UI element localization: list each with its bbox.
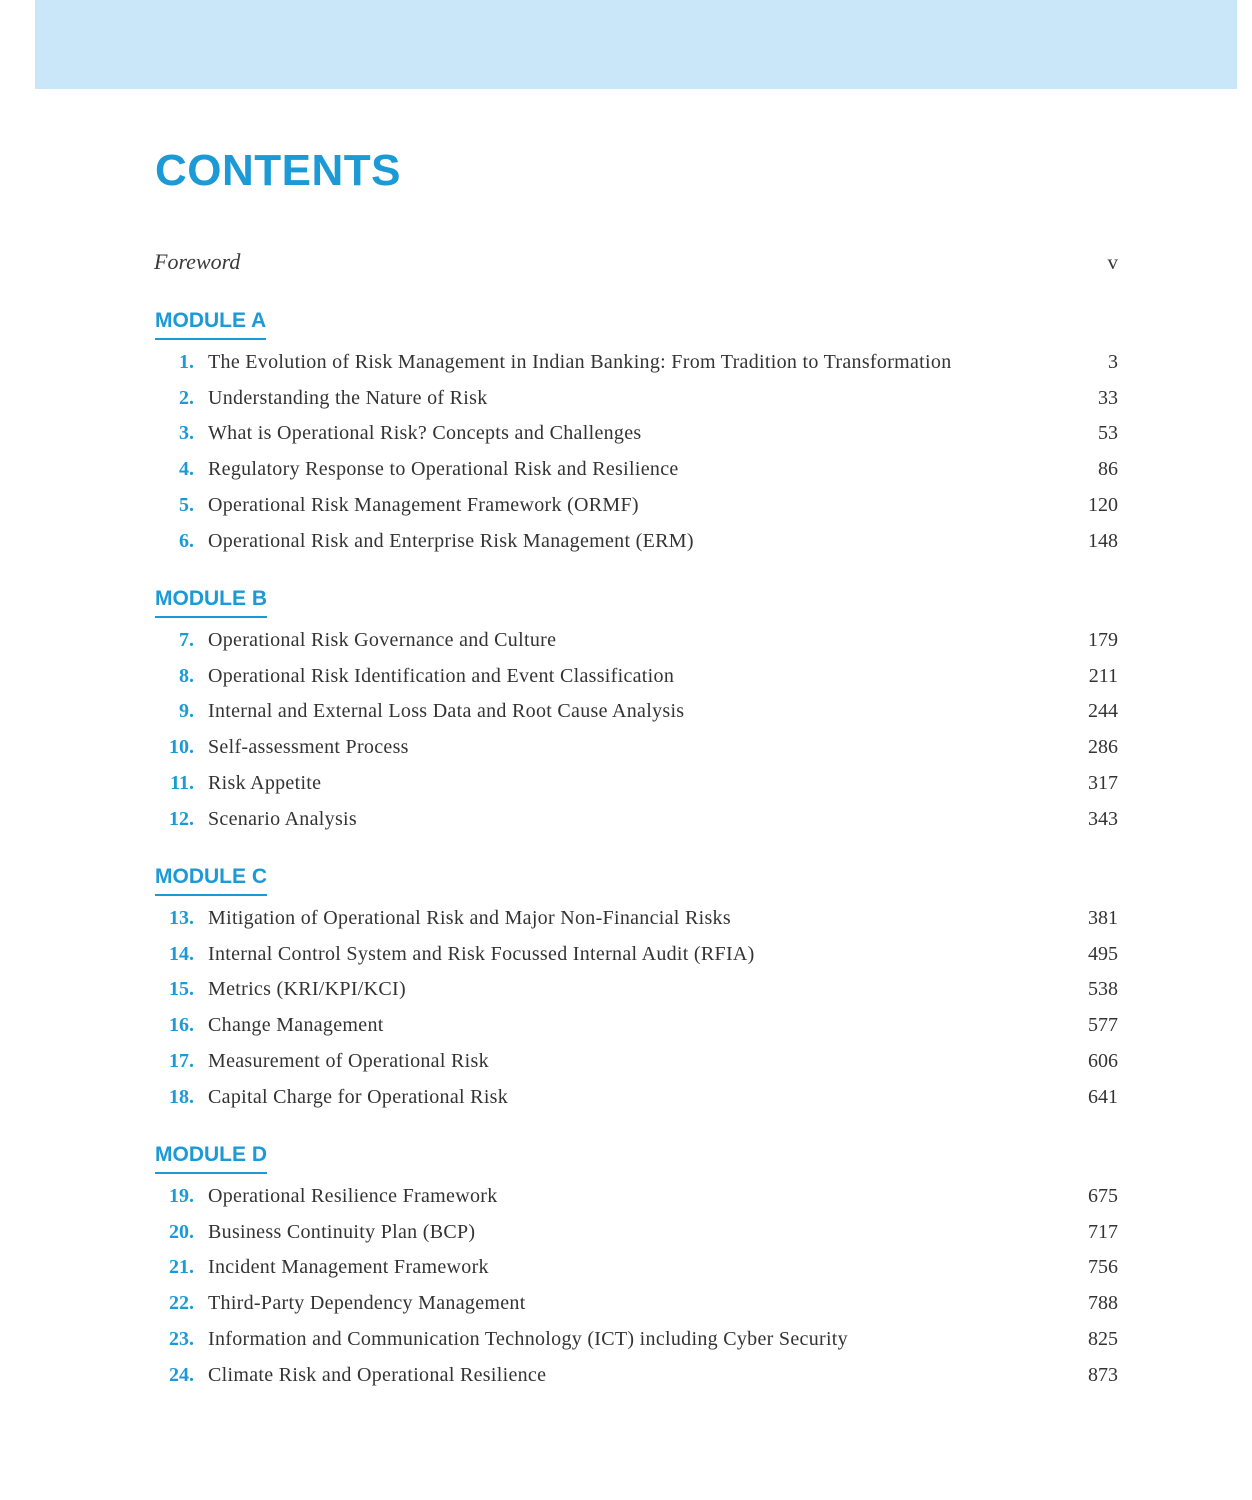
chapter-title: Scenario Analysis [208,808,357,830]
foreword-entry[interactable] [0,247,1252,277]
toc-entry[interactable] [0,625,1252,655]
chapter-number: 1. [179,351,194,373]
chapter-title: Climate Risk and Operational Resilience [208,1364,547,1386]
chapter-title: Operational Resilience Framework [208,1185,498,1207]
chapter-title: Business Continuity Plan (BCP) [208,1221,476,1243]
chapter-page-number: 286 [1088,736,1118,758]
chapter-number: 12. [169,808,194,830]
chapter-page-number: 33 [1098,387,1118,409]
chapter-title: Mitigation of Operational Risk and Major Non-Financial Risks [208,907,731,929]
chapter-number: 17. [169,1050,194,1072]
module-heading: MODULE A [155,307,266,340]
chapter-title: Change Management [208,1014,384,1036]
chapter-title: Metrics (KRI/KPI/KCI) [208,978,406,1000]
toc-entry[interactable] [0,1046,1252,1076]
chapter-page-number: 179 [1088,629,1118,651]
toc-entry[interactable] [0,418,1252,448]
toc-entry[interactable] [0,1181,1252,1211]
toc-entry[interactable] [0,661,1252,691]
module-heading: MODULE D [155,1141,267,1174]
page-title: CONTENTS [155,146,401,195]
chapter-number: 8. [179,665,194,687]
chapter-page-number: 343 [1088,808,1118,830]
toc-entry[interactable] [0,1288,1252,1318]
chapter-number: 13. [169,907,194,929]
chapter-number: 23. [169,1328,194,1350]
toc-entry[interactable] [0,1082,1252,1112]
toc-entry[interactable] [0,974,1252,1004]
foreword-page-number: v [1107,250,1118,274]
toc-entry[interactable] [0,347,1252,377]
toc-entry[interactable] [0,1324,1252,1354]
chapter-title: What is Operational Risk? Concepts and Challenges [208,422,642,444]
chapter-page-number: 606 [1088,1050,1118,1072]
chapter-page-number: 211 [1088,665,1118,687]
toc-entry[interactable] [0,526,1252,556]
toc-entry[interactable] [0,490,1252,520]
module-heading: MODULE C [155,863,267,896]
chapter-title: Information and Communication Technology (ICT) including Cyber Security [208,1328,848,1350]
chapter-title: Operational Risk Identification and Event Classification [208,665,675,687]
chapter-number: 10. [169,736,194,758]
chapter-page-number: 675 [1088,1185,1118,1207]
chapter-page-number: 381 [1088,907,1118,929]
chapter-page-number: 86 [1098,458,1118,480]
chapter-page-number: 538 [1088,978,1118,1000]
chapter-title: Internal Control System and Risk Focussed Internal Audit (RFIA) [208,943,755,965]
chapter-title: Understanding the Nature of Risk [208,387,488,409]
module-heading: MODULE B [155,585,267,618]
chapter-title: Incident Management Framework [208,1256,489,1278]
chapter-page-number: 788 [1088,1292,1118,1314]
chapter-page-number: 641 [1088,1086,1118,1108]
chapter-title: Operational Risk and Enterprise Risk Management (ERM) [208,530,694,552]
chapter-title: Risk Appetite [208,772,322,794]
chapter-page-number: 120 [1088,494,1118,516]
chapter-number: 24. [169,1364,194,1386]
toc-entry[interactable] [0,454,1252,484]
header-band [35,0,1237,89]
chapter-title: Internal and External Loss Data and Root Cause Analysis [208,700,685,722]
chapter-title: Measurement of Operational Risk [208,1050,489,1072]
chapter-number: 4. [179,458,194,480]
foreword-label: Foreword [154,249,241,274]
chapter-page-number: 244 [1088,700,1118,722]
chapter-page-number: 577 [1088,1014,1118,1036]
chapter-number: 19. [169,1185,194,1207]
chapter-number: 22. [169,1292,194,1314]
toc-entry[interactable] [0,939,1252,969]
toc-entry[interactable] [0,383,1252,413]
chapter-page-number: 495 [1088,943,1118,965]
chapter-page-number: 148 [1088,530,1118,552]
chapter-page-number: 873 [1088,1364,1118,1386]
chapter-number: 5. [179,494,194,516]
chapter-page-number: 825 [1088,1328,1118,1350]
chapter-title: Operational Risk Management Framework (ORMF) [208,494,639,516]
chapter-number: 16. [169,1014,194,1036]
toc-entry[interactable] [0,1217,1252,1247]
toc-entry[interactable] [0,1252,1252,1282]
chapter-number: 9. [179,700,194,722]
chapter-page-number: 317 [1088,772,1118,794]
toc-entry[interactable] [0,804,1252,834]
chapter-number: 6. [179,530,194,552]
toc-entry[interactable] [0,696,1252,726]
chapter-number: 21. [169,1256,194,1278]
chapter-title: Regulatory Response to Operational Risk and Resilience [208,458,679,480]
chapter-number: 3. [179,422,194,444]
chapter-title: Self-assessment Process [208,736,409,758]
toc-entry[interactable] [0,1360,1252,1390]
chapter-number: 18. [169,1086,194,1108]
chapter-title: Operational Risk Governance and Culture [208,629,557,651]
toc-entry[interactable] [0,732,1252,762]
toc-entry[interactable] [0,903,1252,933]
chapter-number: 20. [169,1221,194,1243]
chapter-page-number: 717 [1088,1221,1118,1243]
chapter-title: Third-Party Dependency Management [208,1292,526,1314]
toc-entry[interactable] [0,768,1252,798]
chapter-number: 11. [170,772,194,794]
chapter-page-number: 3 [1108,351,1118,373]
chapter-title: Capital Charge for Operational Risk [208,1086,509,1108]
chapter-page-number: 756 [1088,1256,1118,1278]
chapter-number: 14. [169,943,194,965]
toc-entry[interactable] [0,1010,1252,1040]
chapter-title: The Evolution of Risk Management in Indian Banking: From Tradition to Transformation [208,351,952,373]
chapter-number: 15. [169,978,194,1000]
chapter-page-number: 53 [1098,422,1118,444]
chapter-number: 7. [179,629,194,651]
chapter-number: 2. [179,387,194,409]
